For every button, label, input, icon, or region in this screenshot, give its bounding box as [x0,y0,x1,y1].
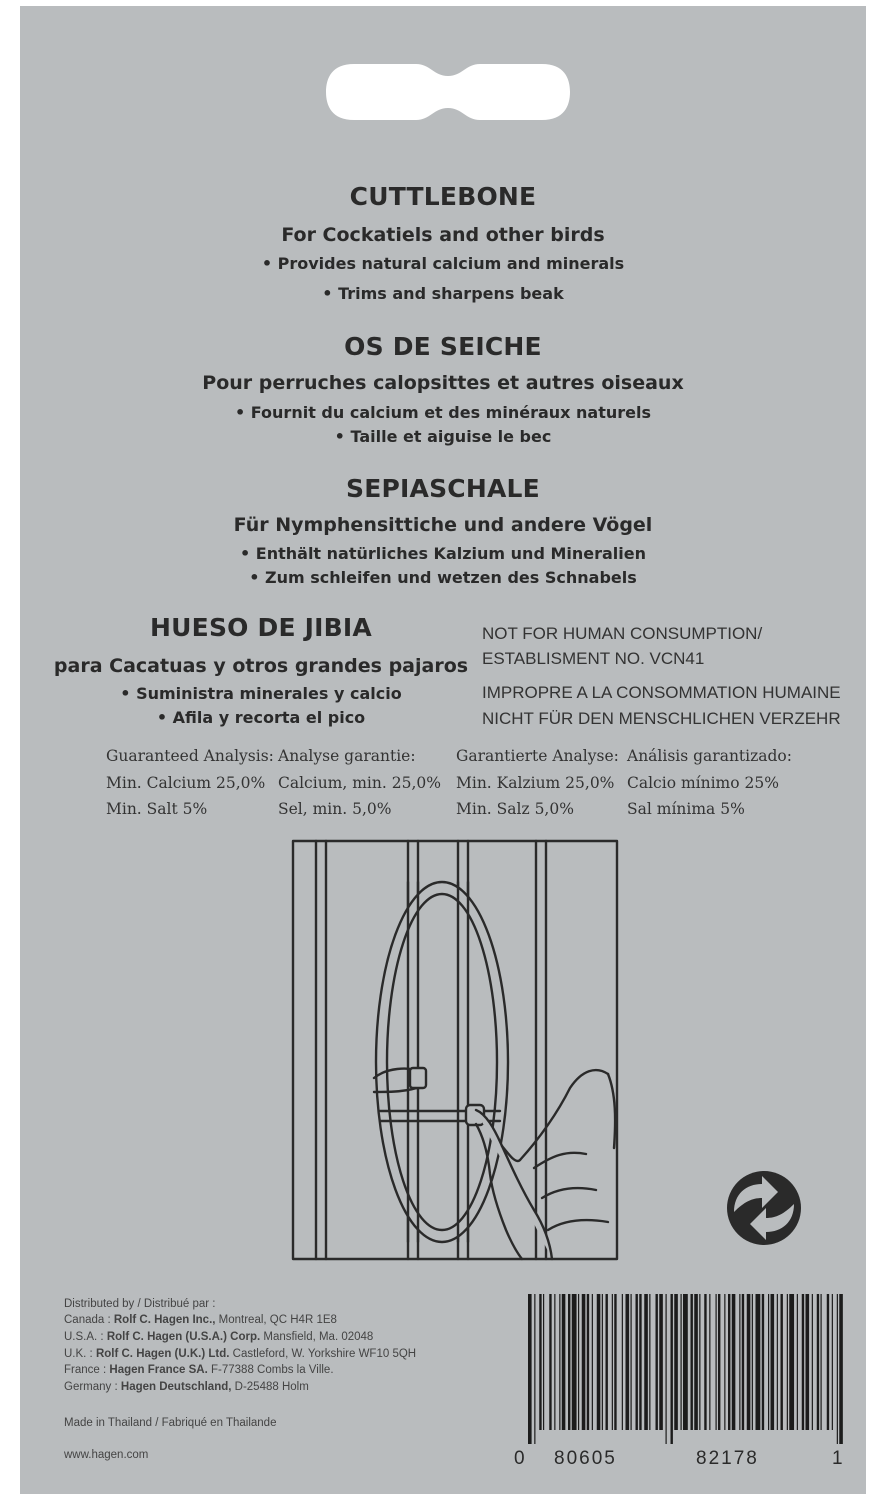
website-label: www.hagen.com [64,1449,149,1461]
subtitle-es: para Cacatuas y otros grandes pajaros [53,655,469,677]
analysis-es-salt: Sal mínima 5% [627,800,745,818]
analysis-de-calcium: Min. Kalzium 25,0% [456,774,615,792]
bullet-fr-1: • Fournit du calcium et des minéraux naturels [234,403,652,422]
notice-line-1: NOT FOR HUMAN CONSUMPTION/ [482,624,763,643]
title-de: SEPIASCHALE [346,474,540,503]
subtitle-fr: Pour perruches calopsittes et autres oiseaux [202,372,684,394]
analysis-es-calcium: Calcio mínimo 25% [627,774,779,792]
title-fr: OS DE SEICHE [344,332,542,361]
analysis-fr-calcium: Calcium, min. 25,0% [278,774,441,792]
analysis-en-calcium: Min. Calcium 25,0% [106,774,266,792]
hanger-hole-icon [318,56,578,128]
packaging-card [20,6,866,1494]
bullet-en-1: • Provides natural calcium and minerals [261,254,625,273]
notice-line-2: ESTABLISMENT NO. VCN41 [482,649,705,668]
made-in-label: Made in Thailand / Fabriqué en Thailande [64,1417,277,1429]
bullet-de-1: • Enthält natürliches Kalzium und Mineralien [239,544,647,563]
analysis-de-heading: Garantierte Analyse: [456,747,619,765]
barcode-group-right: 82178 [696,1448,759,1469]
title-en: CUTTLEBONE [349,182,537,211]
distributor-usa: U.S.A. : Rolf C. Hagen (U.S.A.) Corp. Mansfield, Ma. 02048 [64,1331,374,1343]
title-es: HUESO DE JIBIA [150,613,372,642]
bullet-fr-2: • Taille et aiguise le bec [334,427,552,446]
distributor-france: France : Hagen France SA. F-77388 Combs la Ville. [64,1364,334,1376]
notice-line-3: IMPROPRE A LA CONSOMMATION HUMAINE [482,683,841,702]
distributor-canada: Canada : Rolf C. Hagen Inc., Montreal, QC H4R 1E8 [64,1314,337,1326]
bullet-de-2: • Zum schleifen und wetzen des Schnabels [249,568,637,587]
barcode-digit-first: 0 [514,1448,525,1469]
analysis-en-salt: Min. Salt 5% [106,800,208,818]
bullet-es-2: • Afila y recorta el pico [156,708,366,727]
barcode-digit-last: 1 [832,1448,843,1469]
recycle-icon [724,1168,804,1248]
analysis-es-heading: Análisis garantizado: [627,747,792,765]
subtitle-en: For Cockatiels and other birds [281,224,605,246]
analysis-fr-heading: Analyse garantie: [278,747,416,765]
subtitle-de: Für Nymphensittiche und andere Vögel [233,514,653,536]
distributor-germany: Germany : Hagen Deutschland, D-25488 Holm [64,1381,309,1393]
notice-line-4: NICHT FÜR DEN MENSCHLICHEN VERZEHR [482,709,841,728]
barcode-icon [526,1294,844,1444]
analysis-en-heading: Guaranteed Analysis: [106,747,274,765]
distributor-heading: Distributed by / Distribué par : [64,1298,216,1310]
barcode-group-left: 80605 [554,1448,617,1469]
cage-illustration-icon [290,838,620,1263]
bullet-en-2: • Trims and sharpens beak [322,284,564,303]
distributor-uk: U.K. : Rolf C. Hagen (U.K.) Ltd. Castleford, W. Yorkshire WF10 5QH [64,1348,417,1360]
analysis-fr-salt: Sel, min. 5,0% [278,800,392,818]
bullet-es-1: • Suministra minerales y calcio [120,684,402,703]
analysis-de-salt: Min. Salz 5,0% [456,800,574,818]
